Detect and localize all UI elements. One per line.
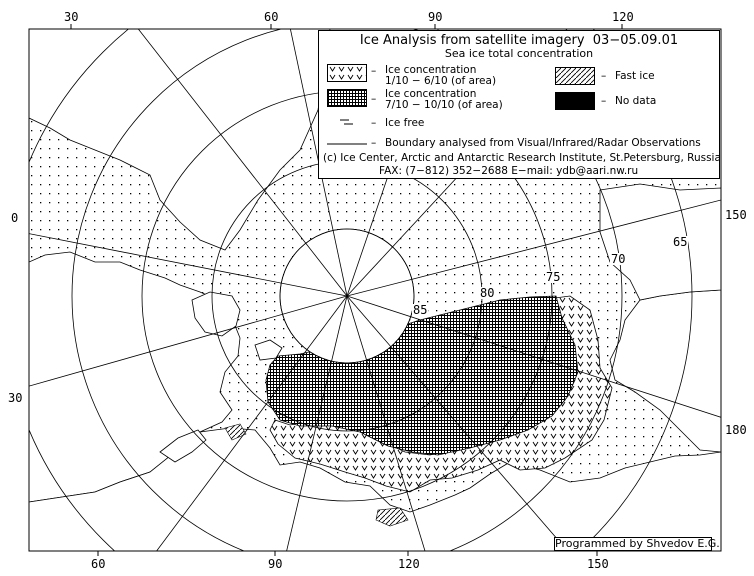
legend-institute: (c) Ice Center, Arctic and Antarctic Research Institute, St.Petersburg, Russia (323, 152, 721, 164)
map-title (319, 33, 719, 48)
legend-ice-high-1: Ice concentration (385, 88, 477, 100)
lon-label-left: 0 (11, 211, 19, 225)
lat-label: 85 (413, 303, 428, 317)
legend-ice-high-2: 7/10 − 10/10 (of area) (385, 99, 503, 111)
lat-label: 65 (673, 235, 688, 249)
credit-label: Programmed by Shvedov E.G. (555, 537, 720, 550)
lon-label-right: 180 (725, 423, 747, 437)
legend-swatch-nodata (555, 92, 595, 110)
lat-label: 70 (611, 252, 626, 266)
legend-boundary-line (327, 142, 367, 146)
legend-ice-low-2: 1/10 − 6/10 (of area) (385, 75, 497, 87)
legend-swatch-fastice (555, 67, 595, 85)
legend-ice-low-1: Ice concentration (385, 64, 477, 76)
legend-swatch-low (327, 64, 367, 82)
lon-label-top: 120 (612, 10, 634, 24)
lon-label-bottom: 60 (91, 557, 106, 571)
lon-label-top: 60 (264, 10, 279, 24)
lon-label-bottom: 90 (268, 557, 283, 571)
legend-contact: FAX: (7−812) 352−2688 E−mail: ydb@aari.nw.ru (379, 165, 639, 177)
lat-label: 75 (546, 270, 561, 284)
legend-no-data: No data (615, 95, 657, 107)
lon-label-right: 150 (725, 208, 747, 222)
lon-label-top: 90 (428, 10, 443, 24)
lat-label: 80 (480, 286, 495, 300)
legend-swatch-high (327, 89, 367, 107)
lon-label-top: 30 (64, 10, 79, 24)
lon-label-bottom: 150 (587, 557, 609, 571)
legend-swatch-icefree (339, 117, 355, 127)
legend-ice-free: Ice free (385, 117, 425, 129)
legend-boundary: Boundary analysed from Visual/Infrared/Radar Observations (385, 137, 701, 149)
legend-box: Ice Analysis from satellite imagery 03−05.09.01 Sea ice total concentration – Ice concentration 1/10 − 6/10 (of area) – Ice concentration 7/10 − 10/10 (of area) – Ice free – Fast ice – No data – Boundary analysed from Visual/Infrared/Radar Observations (c) Ice Center, Arctic and Antarctic Research Institute, St.Petersburg, Russia FAX: (7−812) 352−2688 E−mail: ydb@aari.nw.ru (318, 30, 720, 179)
lon-label-left: 30 (8, 391, 23, 405)
legend-fast-ice: Fast ice (615, 70, 655, 82)
lon-label-bottom: 120 (398, 557, 420, 571)
map-title-text: Ice Analysis from satellite imagery (359, 33, 585, 48)
map-date-range: 03−05.09.01 (592, 33, 679, 48)
map-subtitle: Sea ice total concentration (444, 47, 594, 60)
